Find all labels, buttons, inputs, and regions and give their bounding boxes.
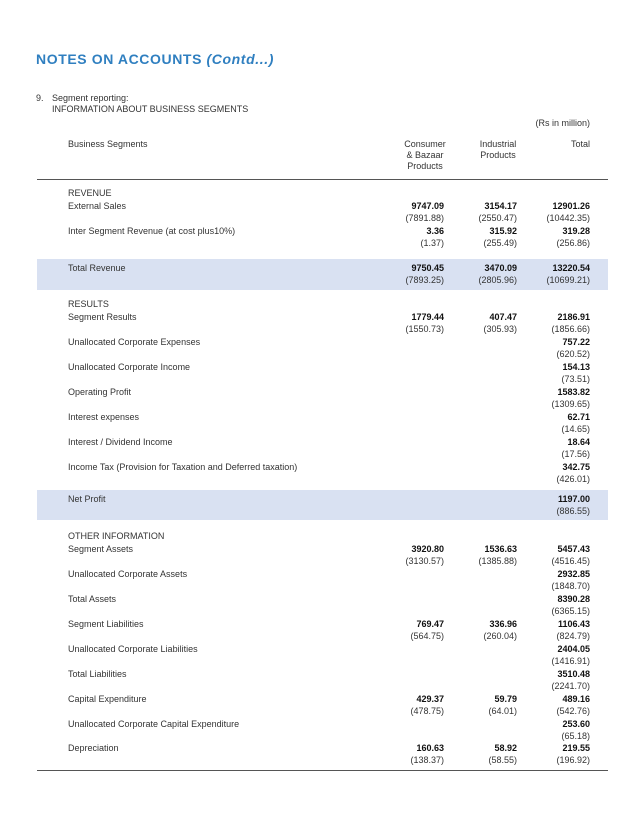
row-label: Unallocated Corporate Capital Expenditure: [68, 719, 240, 729]
note-number: 9.: [36, 93, 44, 103]
row-label: Interest expenses: [68, 412, 140, 422]
total-prev-value: (65.18): [561, 731, 590, 741]
total-prev-value: (1848.70): [551, 581, 590, 591]
column-header-consumer: Consumer & Bazaar Products: [404, 139, 446, 171]
total-value: 219.55: [562, 743, 590, 753]
row-label: Total Revenue: [68, 263, 126, 273]
total-prev-value: (196.92): [556, 755, 590, 765]
consumer-value: 160.63: [416, 743, 444, 753]
industrial-prev-value: (2805.96): [478, 275, 517, 285]
row-label: Unallocated Corporate Assets: [68, 569, 188, 579]
consumer-value: 9747.09: [411, 201, 444, 211]
industrial-prev-value: (255.49): [483, 238, 517, 248]
total-prev-value: (73.51): [561, 374, 590, 384]
total-prev-value: (17.56): [561, 449, 590, 459]
total-prev-value: (10442.35): [546, 213, 590, 223]
industrial-value: 315.92: [489, 226, 517, 236]
column-header-segments: Business Segments: [68, 139, 148, 149]
total-prev-value: (886.55): [556, 506, 590, 516]
total-value: 319.28: [562, 226, 590, 236]
net-profit-band: [37, 490, 608, 520]
consumer-value: 429.37: [416, 694, 444, 704]
industrial-prev-value: (260.04): [483, 631, 517, 641]
consumer-prev-value: (138.37): [410, 755, 444, 765]
industrial-prev-value: (58.55): [488, 755, 517, 765]
total-prev-value: (542.76): [556, 706, 590, 716]
industrial-value: 3154.17: [484, 201, 517, 211]
total-value: 1583.82: [557, 387, 590, 397]
total-value: 489.16: [562, 694, 590, 704]
total-prev-value: (256.86): [556, 238, 590, 248]
consumer-value: 9750.45: [411, 263, 444, 273]
total-value: 5457.43: [557, 544, 590, 554]
consumer-value: 3920.80: [411, 544, 444, 554]
units-label: (Rs in million): [535, 118, 590, 128]
total-prev-value: (824.79): [556, 631, 590, 641]
row-label: Depreciation: [68, 743, 119, 753]
consumer-value: 1779.44: [411, 312, 444, 322]
row-label: Unallocated Corporate Income: [68, 362, 191, 372]
total-prev-value: (1309.65): [551, 399, 590, 409]
total-value: 1197.00: [557, 494, 590, 504]
total-prev-value: (1416.91): [551, 656, 590, 666]
total-prev-value: (4516.45): [551, 556, 590, 566]
industrial-value: 59.79: [494, 694, 517, 704]
consumer-prev-value: (1550.73): [405, 324, 444, 334]
heading-contd: (Contd...): [206, 51, 274, 67]
total-value: 342.75: [562, 462, 590, 472]
total-value: 1106.43: [557, 619, 590, 629]
section-other-information: OTHER INFORMATION: [68, 531, 165, 541]
total-value: 253.60: [562, 719, 590, 729]
row-label: External Sales: [68, 201, 127, 211]
row-label: Total Assets: [68, 594, 117, 604]
row-label: Total Liabilities: [68, 669, 127, 679]
column-header-total: Total: [570, 139, 590, 149]
total-prev-value: (14.65): [561, 424, 590, 434]
total-value: 2404.05: [557, 644, 590, 654]
industrial-value: 1536.63: [484, 544, 517, 554]
total-prev-value: (426.01): [556, 474, 590, 484]
note-title: Segment reporting:: [52, 93, 129, 103]
section-results: RESULTS: [68, 299, 109, 309]
consumer-prev-value: (3130.57): [405, 556, 444, 566]
row-label: Net Profit: [68, 494, 106, 504]
row-label: Capital Expenditure: [68, 694, 147, 704]
footer-rule: [37, 770, 608, 771]
row-label: Income Tax (Provision for Taxation and Deferred taxation): [68, 462, 298, 472]
total-value: 757.22: [562, 337, 590, 347]
row-label: Unallocated Corporate Expenses: [68, 337, 201, 347]
row-label: Unallocated Corporate Liabilities: [68, 644, 198, 654]
consumer-prev-value: (1.37): [420, 238, 444, 248]
total-prev-value: (10699.21): [546, 275, 590, 285]
column-header-industrial: Industrial Products: [479, 139, 517, 160]
total-prev-value: (6365.15): [551, 606, 590, 616]
industrial-value: 336.96: [489, 619, 517, 629]
consumer-prev-value: (7891.88): [405, 213, 444, 223]
total-prev-value: (2241.70): [551, 681, 590, 691]
industrial-value: 407.47: [489, 312, 517, 322]
total-value: 13220.54: [552, 263, 590, 273]
total-value: 154.13: [562, 362, 590, 372]
total-value: 62.71: [567, 412, 590, 422]
row-label: Inter Segment Revenue (at cost plus10%): [68, 226, 236, 236]
consumer-prev-value: (7893.25): [405, 275, 444, 285]
industrial-prev-value: (2550.47): [478, 213, 517, 223]
note-subtitle: INFORMATION ABOUT BUSINESS SEGMENTS: [52, 104, 249, 114]
header-rule: [37, 179, 608, 180]
total-value: 12901.26: [552, 201, 590, 211]
industrial-value: 58.92: [494, 743, 517, 753]
total-value: 2186.91: [557, 312, 590, 322]
total-value: 2932.85: [557, 569, 590, 579]
industrial-prev-value: (1385.88): [478, 556, 517, 566]
consumer-prev-value: (564.75): [410, 631, 444, 641]
total-value: 18.64: [567, 437, 590, 447]
consumer-value: 3.36: [426, 226, 444, 236]
industrial-prev-value: (305.93): [483, 324, 517, 334]
row-label: Operating Profit: [68, 387, 132, 397]
row-label: Segment Results: [68, 312, 137, 322]
consumer-value: 769.47: [416, 619, 444, 629]
consumer-prev-value: (478.75): [410, 706, 444, 716]
page-heading: [36, 51, 274, 67]
row-label: Interest / Dividend Income: [68, 437, 173, 447]
heading-main: NOTES ON ACCOUNTS: [36, 51, 203, 67]
total-prev-value: (620.52): [556, 349, 590, 359]
total-value: 3510.48: [557, 669, 590, 679]
section-revenue: REVENUE: [68, 188, 112, 198]
total-value: 8390.28: [557, 594, 590, 604]
row-label: Segment Liabilities: [68, 619, 144, 629]
row-label: Segment Assets: [68, 544, 134, 554]
industrial-prev-value: (64.01): [488, 706, 517, 716]
industrial-value: 3470.09: [484, 263, 517, 273]
total-prev-value: (1856.66): [551, 324, 590, 334]
